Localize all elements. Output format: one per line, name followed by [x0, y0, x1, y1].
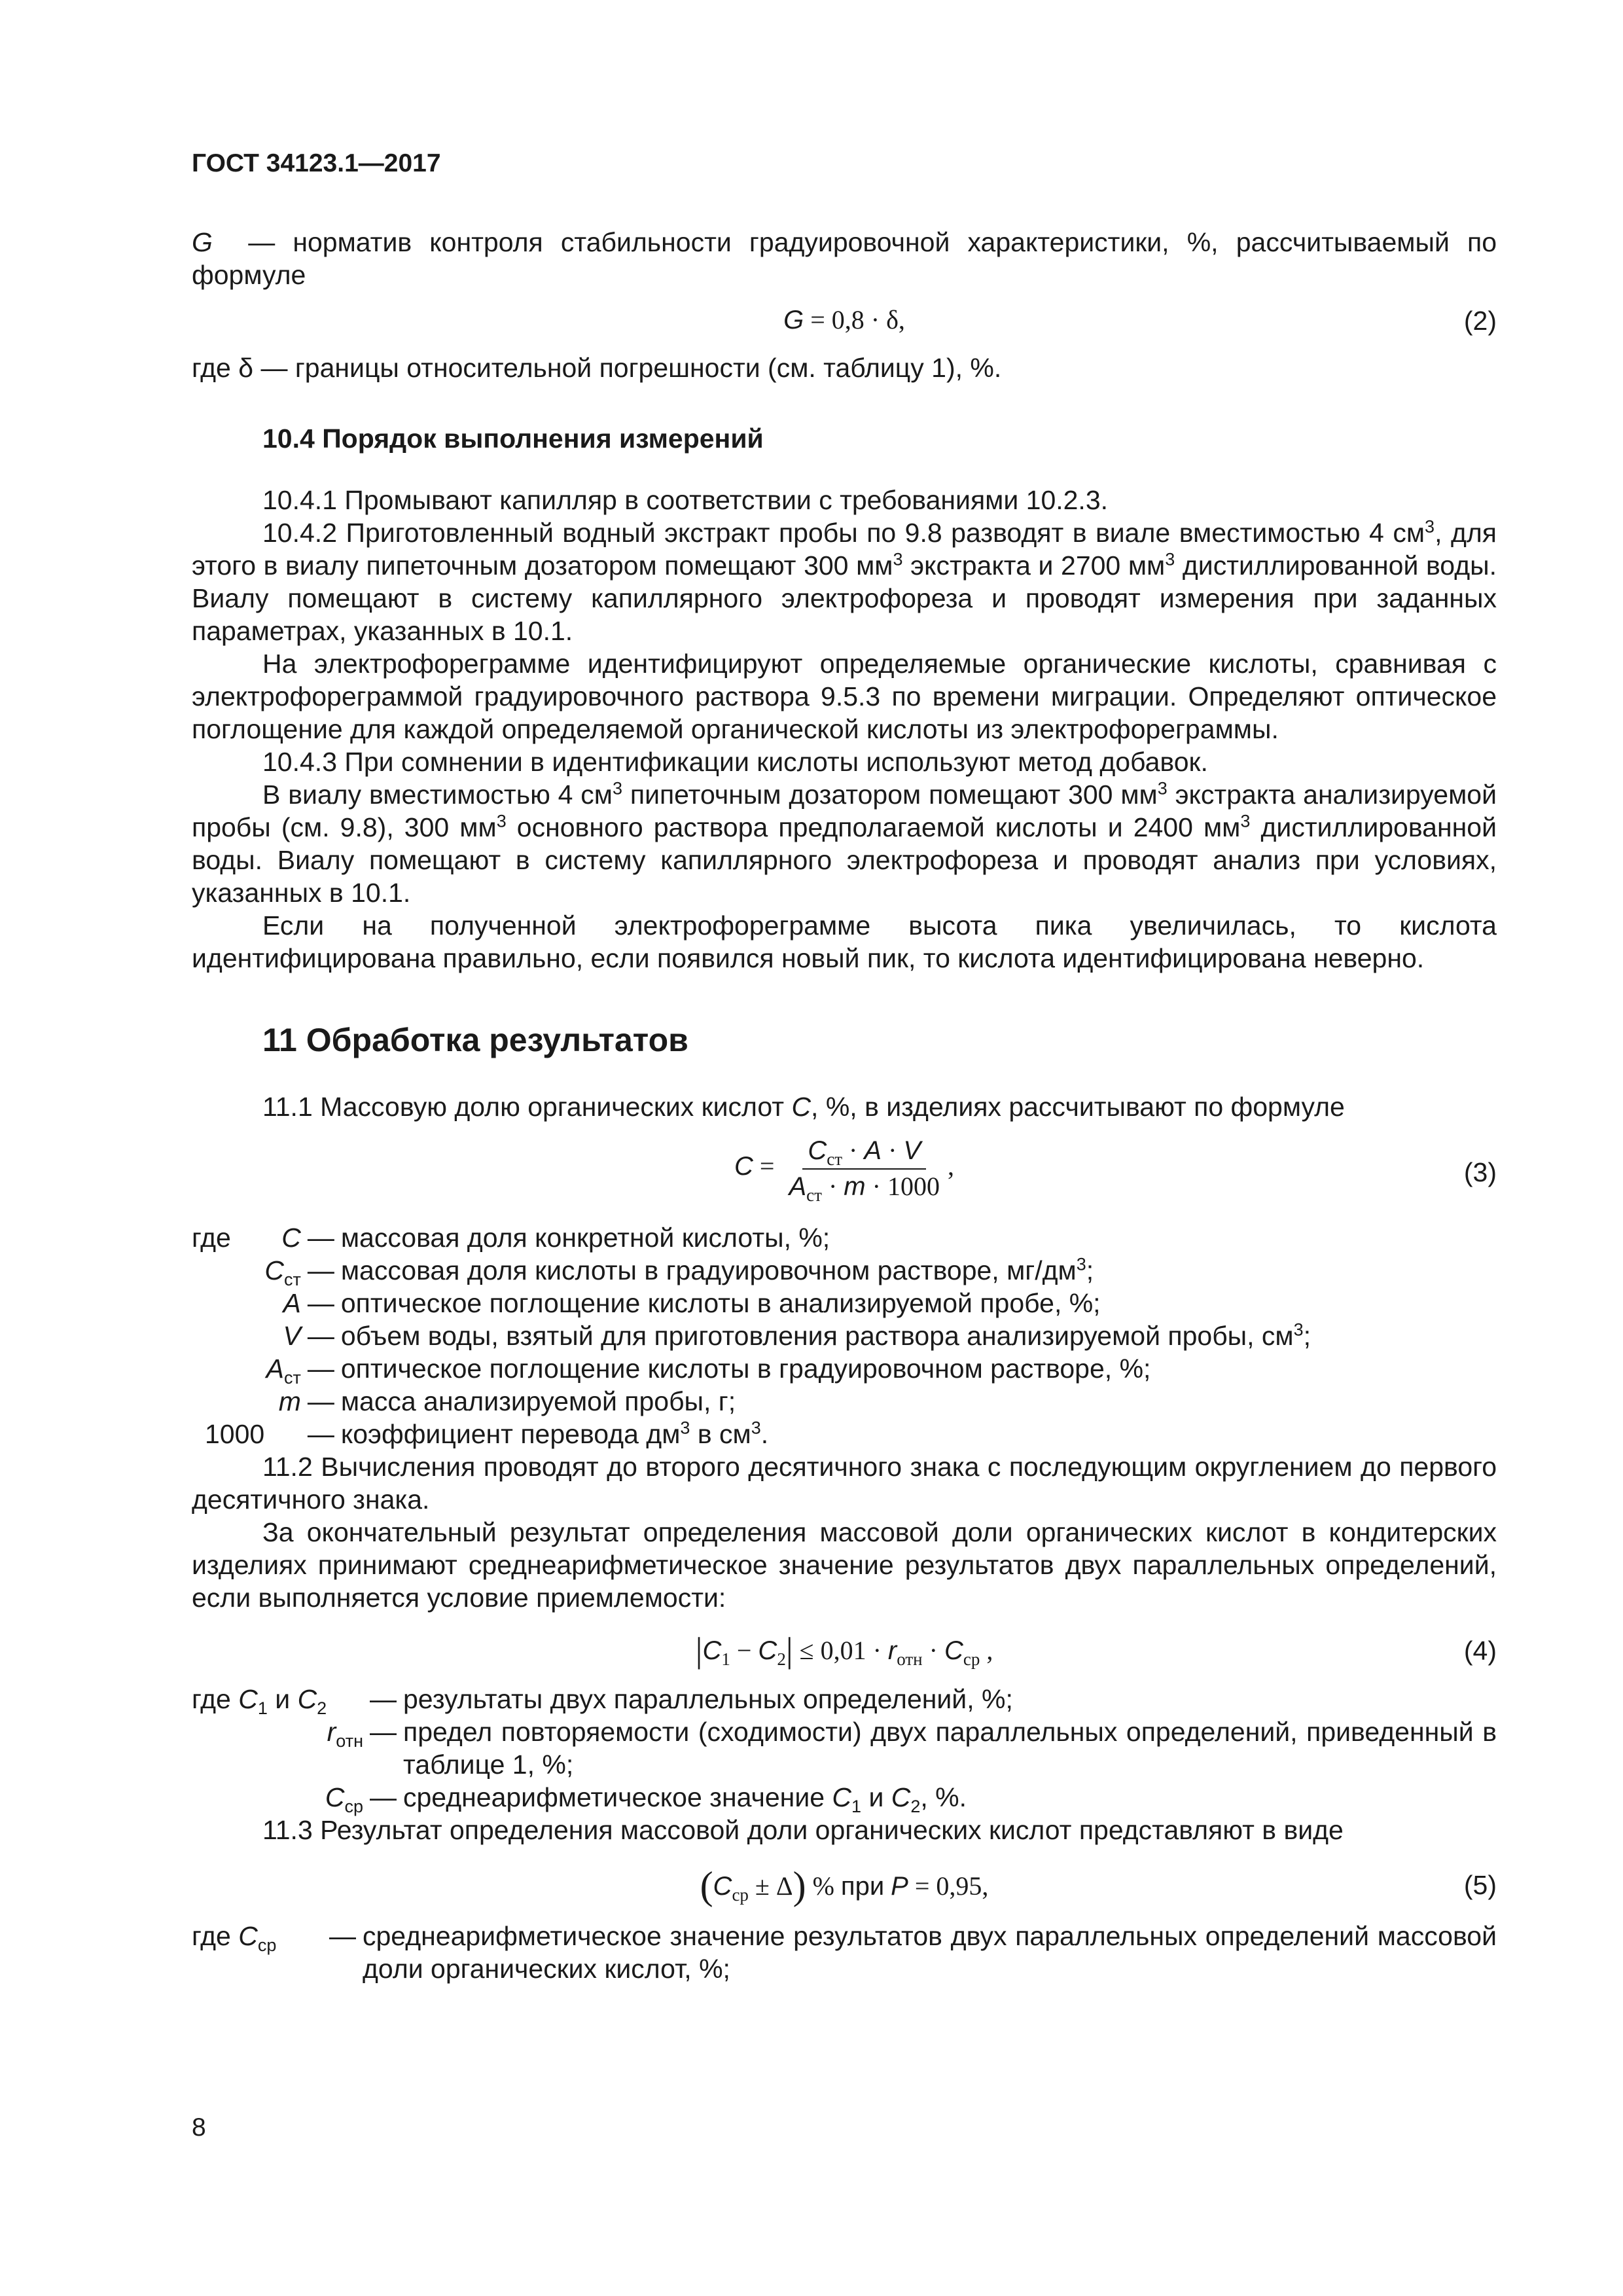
- formula-5-number: (5): [1463, 1869, 1497, 1900]
- where-row: $C_{ст}$ — массовая доля кислоты в градуировочном растворе, $мг/дм^3$;: [264, 1254, 1094, 1290]
- section-11-title: 11 Обработка результатов: [262, 1022, 688, 1059]
- paragraph-11-3: 11.3 Результат определения массовой доли органических кислот представляют в виде: [262, 1814, 1344, 1845]
- where-row: где $C_{ср}$ — среднеарифметическое значение результатов двух параллельных определений массовой доли органических кислот, %;: [192, 1920, 1497, 1984]
- formula-4-body: $|C_1 - C_2| \le 0,01 \cdot r_{отн} \cdot C_{ср}$ ,: [695, 1630, 993, 1670]
- where-list-4: [192, 1683, 1497, 1814]
- symbol-G: G: [192, 227, 213, 257]
- formula-5: [192, 1846, 1497, 1920]
- paragraph-vial: В виалу вместимостью 4 $см^3$ пипеточным дозатором помещают 300 $мм^3$ экстракта анализируемой пробы (см. 9.8), 300 $мм^3$ основного раствора предполагаемой кислоты и 2400 $мм^3$ дистиллированной воды. Виалу помещают в систему капиллярного электрофореза и проводят анализ при условиях, указанных в 10.1.: [192, 778, 1497, 908]
- formula-4-number: (4): [1463, 1635, 1497, 1666]
- page-number: 8: [192, 2113, 206, 2142]
- paragraph-peak: Если на полученной электрофореграмме высота пика увеличилась, то кислота идентифицирована правильно, если появился новый пик, то кислота идентифицирована неверно.: [192, 910, 1497, 974]
- formula-3: [192, 1123, 1497, 1221]
- where-row: где $C_1$ и $C_2$ — результаты двух параллельных определений, %;: [192, 1683, 1013, 1718]
- where-row: $C_{ср}$ — среднеарифметическое значение $C_1$ и $C_2$, %.: [325, 1782, 967, 1816]
- where-row: A — оптическое поглощение кислоты в анализируемой пробе, %;: [283, 1288, 1101, 1319]
- paragraph-10-4-1: 10.4.1 Промывают капилляр в соответствии с требованиями 10.2.3.: [262, 485, 1109, 516]
- paragraph-10-4-2: 10.4.2 Приготовленный водный экстракт пробы по 9.8 разводят в виале вместимостью 4 $см^3$, для этого в виалу пипеточным дозатором помещают 300 $мм^3$ экстракта и 2700 $мм^3$ дистиллированной воды. Виалу помещают в систему капиллярного электрофореза и проводят измерения при заданных параметрах, указанных в 10.1.: [192, 516, 1497, 647]
- formula-2-body: G = 0,8 · δ,: [783, 305, 905, 335]
- where-list-5: [192, 1920, 1497, 1985]
- formula-2: [192, 291, 1497, 351]
- where-row: $r_{отн}$ — предел повторяемости (сходимости) двух параллельных определений, приведенный в таблице 1, %;: [327, 1716, 1497, 1780]
- paragraph-electrophoregram: На электрофореграмме идентифицируют определяемые органические кислоты, сравнивая с электрофореграммой градуировочного раствора 9.5.3 по времени миграции. Определяют оптическое поглощение для каждой определяемой органической кислоты из электрофореграммы.: [192, 649, 1497, 745]
- paragraph-11-1: 11.1 Массовую долю органических кислот C, %, в изделиях рассчитывают по формуле: [262, 1092, 1345, 1122]
- paragraph-11-2: 11.2 Вычисления проводят до второго десятичного знака с последующим округлением до первого десятичного знака.: [192, 1452, 1497, 1515]
- page-content: [192, 226, 1497, 1985]
- formula-5-body: $(C_{ср} \pm \Delta)$ % при P = 0,95,: [700, 1863, 989, 1907]
- where-row: 1000 — коэффициент перевода $дм^3$ в $см^3$.: [205, 1418, 769, 1450]
- formula-3-number: (3): [1463, 1157, 1497, 1188]
- where-row: где C — массовая доля конкретной кислоты, %;: [192, 1223, 830, 1253]
- formula-3-fraction: $\frac{C_{ст} \cdot A \cdot V}{A_{ст} \cdot m \cdot 1000}$: [789, 1136, 940, 1206]
- where-row: $A_{ст}$ — оптическое поглощение кислоты в градуировочном растворе, %;: [266, 1354, 1151, 1388]
- formula-4: [192, 1615, 1497, 1683]
- section-10-4-title: 10.4 Порядок выполнения измерений: [262, 423, 764, 454]
- paragraph-delta-where: где δ — границы относительной погрешности (см. таблицу 1), %.: [192, 353, 1002, 384]
- paragraph-G-definition: G — норматив контроля стабильности градуировочной характеристики, %, рассчитываемый по формуле: [192, 227, 1497, 291]
- document-header: ГОСТ 34123.1—2017: [192, 149, 441, 177]
- where-list-3: [192, 1221, 1497, 1450]
- paragraph-10-4-3: 10.4.3 При сомнении в идентификации кислоты используют метод добавок.: [262, 747, 1208, 778]
- where-row: V — объем воды, взятый для приготовления раствора анализируемой пробы, $см^3$;: [283, 1319, 1311, 1352]
- where-row: m — масса анализируемой пробы, г;: [278, 1386, 736, 1417]
- formula-2-number: (2): [1463, 306, 1497, 336]
- formula-3-body: C = $\frac{C_{ст} \cdot A \cdot V}{A_{ст} \cdot m \cdot 1000}$ ,: [734, 1136, 954, 1206]
- paragraph-final-result: За окончательный результат определения массовой доли органических кислот в кондитерских изделиях принимают среднеарифметическое значение результатов двух параллельных определений, если выполняется условие приемлемости:: [192, 1517, 1497, 1613]
